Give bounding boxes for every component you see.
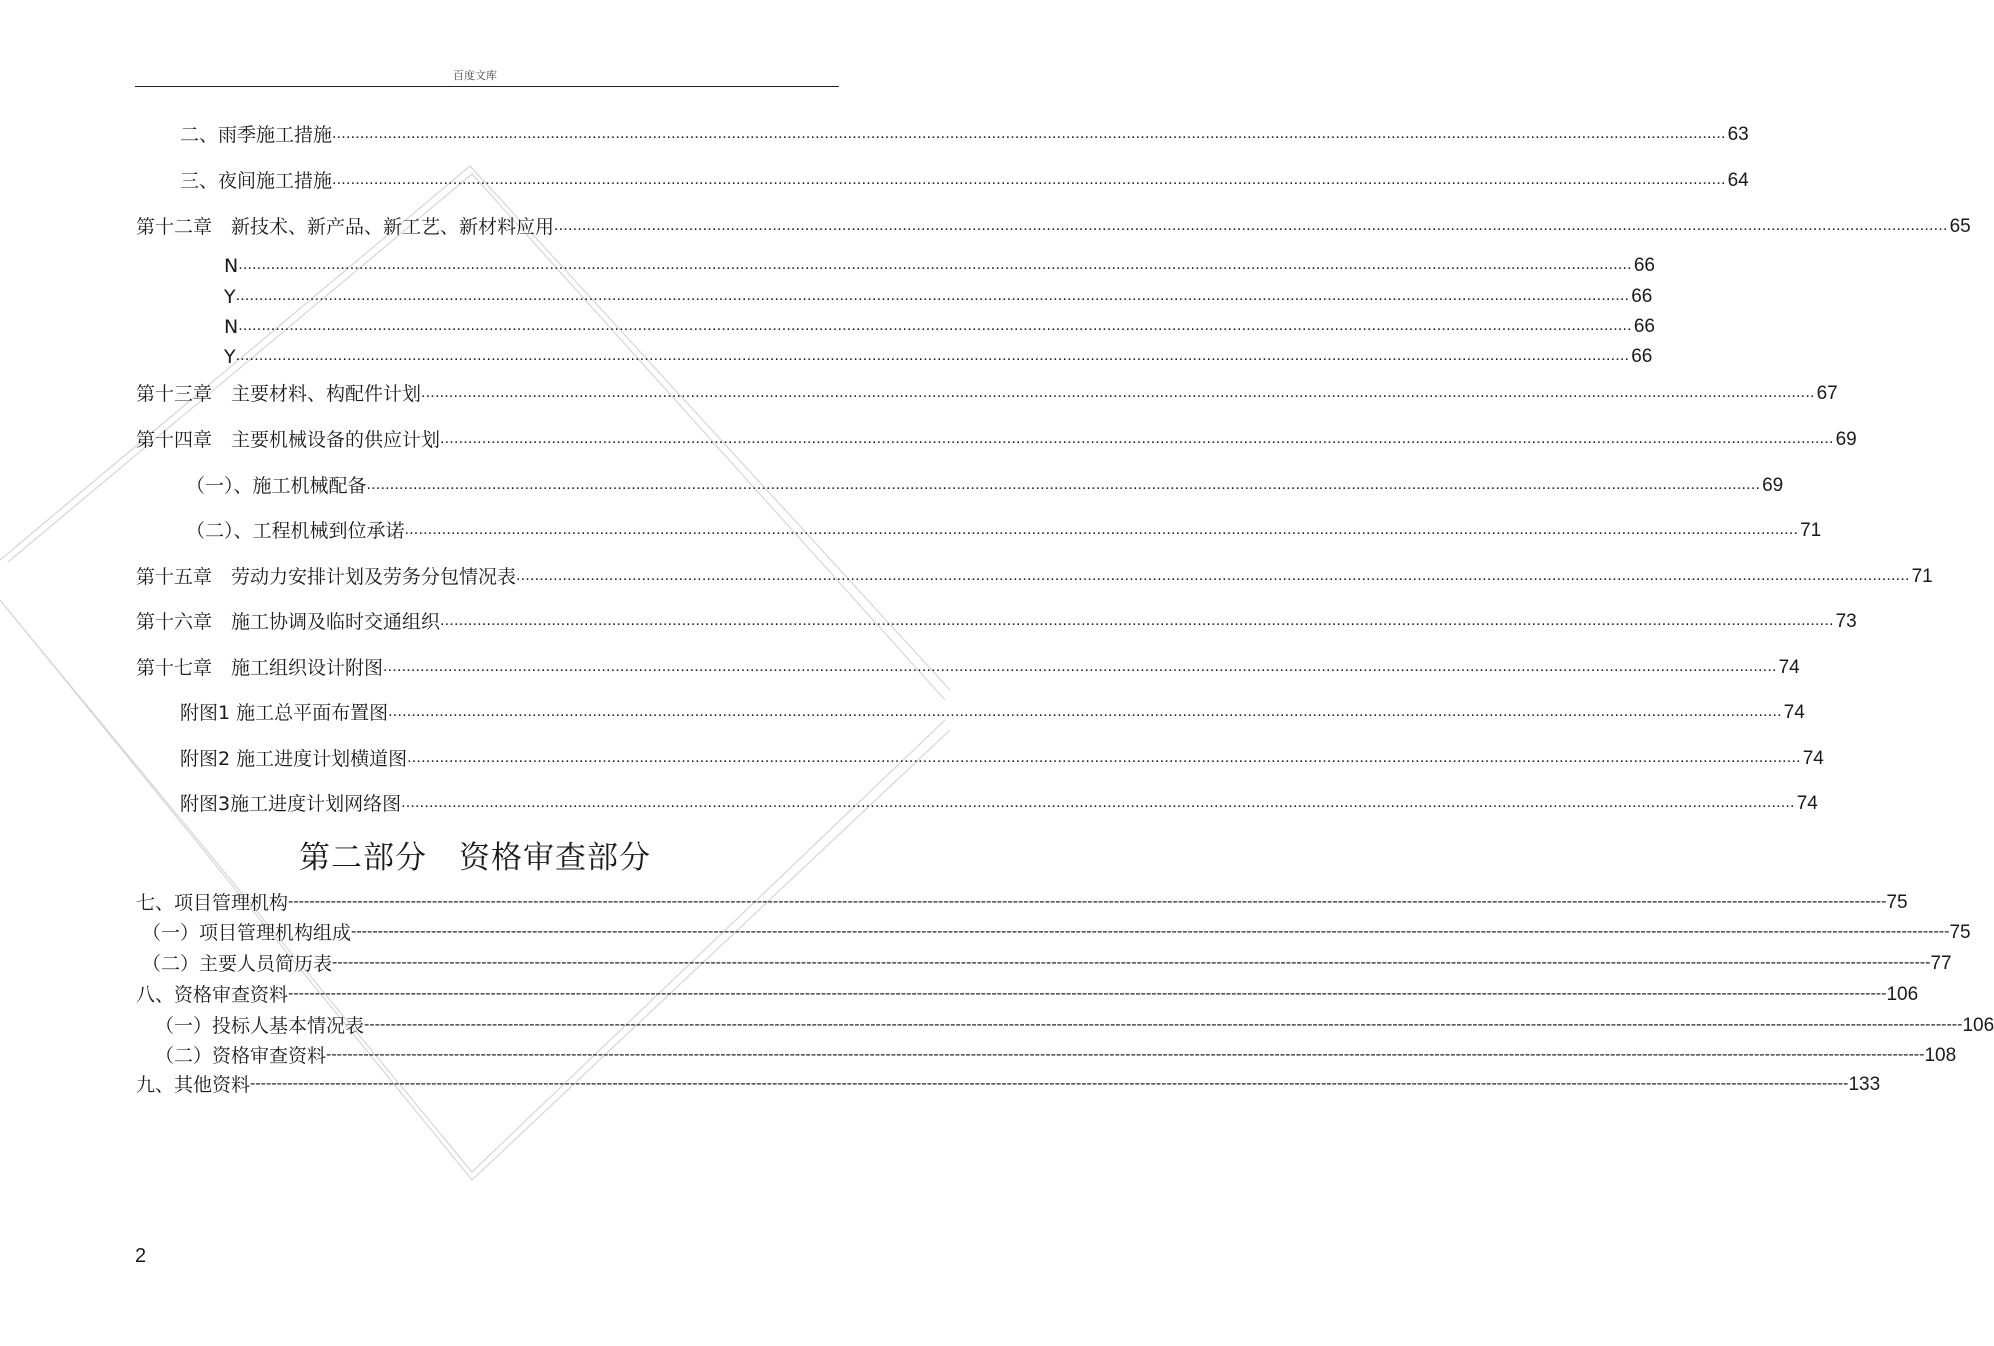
toc-entry-page: 64 [1727,170,1749,191]
toc-entry-page: 74 [1778,657,1800,678]
toc-entry-label: （二）资格审查资料 [155,1045,327,1067]
toc-entry-page: 66 [1633,255,1655,276]
header-divider [135,86,839,87]
toc-leader: ------------------------------------------------------------------------------------------------------------------------------------------------------------------------------------------------------------------------------------------------------------------------------------------------------------ [250,1075,1849,1092]
toc-entry-page: 106 [1886,984,1919,1005]
toc-entry[interactable] [224,345,1653,369]
toc-leader: ------------------------------------------------------------------------------------------------------------------------------------------------------------------------------------------------------------------------------------------------------------------------------------------------------------ [288,985,1887,1002]
toc-leader: ............................................................................................................................................................................................................................................................................................................ [238,317,1632,334]
toc-entry-label: 第十六章 施工协调及临时交通组织 [136,611,441,633]
toc-entry-label: 附图1 施工总平面布置图 [180,702,389,724]
toc-entry-page: 75 [1886,892,1908,913]
toc-leader: ------------------------------------------------------------------------------------------------------------------------------------------------------------------------------------------------------------------------------------------------------------------------------------------------------------ [364,1016,1963,1033]
toc-leader: ............................................................................................................................................................................................................................................................................................................ [440,612,1834,629]
toc-leader: ............................................................................................................................................................................................................................................................................................................ [388,703,1782,720]
toc-leader: ------------------------------------------------------------------------------------------------------------------------------------------------------------------------------------------------------------------------------------------------------------------------------------------------------------ [288,893,1887,910]
toc-entry[interactable] [142,952,1952,976]
toc-entry[interactable] [136,382,1838,406]
toc-entry-label: N [224,255,239,277]
toc-entry-label: N [224,316,239,338]
page-number: 2 [135,1245,147,1267]
toc-entry[interactable] [180,701,1805,725]
toc-entry[interactable] [136,565,1933,589]
toc-leader: ............................................................................................................................................................................................................................................................................................................ [516,567,1910,584]
toc-entry-page: 73 [1835,611,1857,632]
toc-entry[interactable] [136,610,1857,634]
toc-entry-label: 二、雨季施工措施 [180,124,333,146]
toc-entry[interactable] [224,315,1655,339]
toc-leader: ............................................................................................................................................................................................................................................................................................................ [238,256,1632,273]
toc-entry[interactable] [136,656,1800,680]
toc-entry-page: 69 [1762,475,1784,496]
toc-entry-label: Y [224,346,236,368]
toc-entry-page: 74 [1796,793,1818,814]
toc-leader: ............................................................................................................................................................................................................................................................................................................ [407,749,1801,766]
toc-entry[interactable] [136,891,1908,915]
toc-entry-page: 75 [1949,922,1971,943]
toc-entry-label: （一）、施工机械配备 [186,475,367,497]
toc-entry-page: 66 [1631,286,1653,307]
toc-leader: ............................................................................................................................................................................................................................................................................................................ [440,430,1834,447]
toc-entry-label: （一）投标人基本情况表 [155,1015,365,1037]
toc-entry[interactable] [180,123,1749,147]
toc-entry[interactable] [180,792,1818,816]
toc-entry-label: 附图3施工进度计划网络图 [180,793,402,815]
toc-entry-page: 106 [1962,1015,1994,1036]
toc-entry[interactable] [180,169,1749,193]
toc-entry-page: 74 [1783,702,1805,723]
toc-entry-label: Y [224,286,236,308]
toc-entry-page: 69 [1835,429,1857,450]
toc-entry-label: 第十七章 施工组织设计附图 [136,657,384,679]
toc-leader: ------------------------------------------------------------------------------------------------------------------------------------------------------------------------------------------------------------------------------------------------------------------------------------------------------------ [326,1046,1925,1063]
toc-leader: ............................................................................................................................................................................................................................................................................................................ [332,171,1726,188]
header-title: 百度文库 [453,69,497,82]
toc-entry[interactable] [155,1014,1994,1038]
toc-entry-page: 108 [1924,1045,1957,1066]
toc-entry-label: 第十四章 主要机械设备的供应计划 [136,429,441,451]
toc-entry-label: 第十三章 主要材料、构配件计划 [136,383,422,405]
toc-leader: ............................................................................................................................................................................................................................................................................................................ [404,521,1799,538]
toc-leader: ............................................................................................................................................................................................................................................................................................................ [235,287,1630,304]
toc-entry-label: （二）主要人员简历表 [142,953,333,975]
toc-entry-label: 第十二章 新技术、新产品、新工艺、新材料应用 [136,216,555,238]
toc-entry-page: 74 [1802,748,1824,769]
toc-leader: ............................................................................................................................................................................................................................................................................................................ [235,347,1630,364]
toc-entry-page: 65 [1949,216,1971,237]
toc-entry-label: （一）项目管理机构组成 [142,922,352,944]
toc-entry-page: 67 [1816,383,1838,404]
part-two-title: 第二部分 资格审查部分 [299,840,651,876]
toc-entry-label: 八、资格审查资料 [136,984,289,1006]
toc-entry-label: 附图2 施工进度计划横道图 [180,748,408,770]
toc-entry[interactable] [186,519,1822,543]
toc-entry-label: 三、夜间施工措施 [180,170,333,192]
toc-leader: ............................................................................................................................................................................................................................................................................................................ [554,217,1948,234]
toc-leader: ------------------------------------------------------------------------------------------------------------------------------------------------------------------------------------------------------------------------------------------------------------------------------------------------------------ [332,954,1931,971]
toc-entry-label: 第十五章 劳动力安排计划及劳务分包情况表 [136,566,517,588]
toc-entry[interactable] [186,474,1784,498]
toc-entry-label: 七、项目管理机构 [136,892,289,914]
toc-entry[interactable] [136,1073,1881,1097]
toc-leader: ............................................................................................................................................................................................................................................................................................................ [366,476,1761,493]
toc-entry[interactable] [224,285,1653,309]
toc-entry[interactable] [142,921,1971,945]
toc-entry-page: 63 [1727,124,1749,145]
toc-leader: ............................................................................................................................................................................................................................................................................................................ [383,658,1777,675]
toc-entry-page: 77 [1930,953,1952,974]
toc-entry[interactable] [224,254,1655,278]
toc-entry-label: （二）、工程机械到位承诺 [186,520,405,542]
toc-entry[interactable] [180,747,1824,771]
toc-entry-page: 66 [1631,346,1653,367]
toc-entry[interactable] [136,215,1971,239]
toc-entry-page: 71 [1800,520,1822,541]
toc-leader: ............................................................................................................................................................................................................................................................................................................ [421,384,1815,401]
toc-leader: ............................................................................................................................................................................................................................................................................................................ [401,794,1795,811]
toc-entry[interactable] [136,983,1919,1007]
toc-entry-page: 66 [1633,316,1655,337]
toc-leader: ............................................................................................................................................................................................................................................................................................................ [332,125,1726,142]
toc-entry[interactable] [155,1044,1957,1068]
toc-leader: ------------------------------------------------------------------------------------------------------------------------------------------------------------------------------------------------------------------------------------------------------------------------------------------------------------ [351,923,1950,940]
toc-entry-page: 133 [1848,1074,1881,1095]
toc-entry[interactable] [136,428,1857,452]
toc-entry-label: 九、其他资料 [136,1074,251,1096]
toc-entry-page: 71 [1911,566,1933,587]
